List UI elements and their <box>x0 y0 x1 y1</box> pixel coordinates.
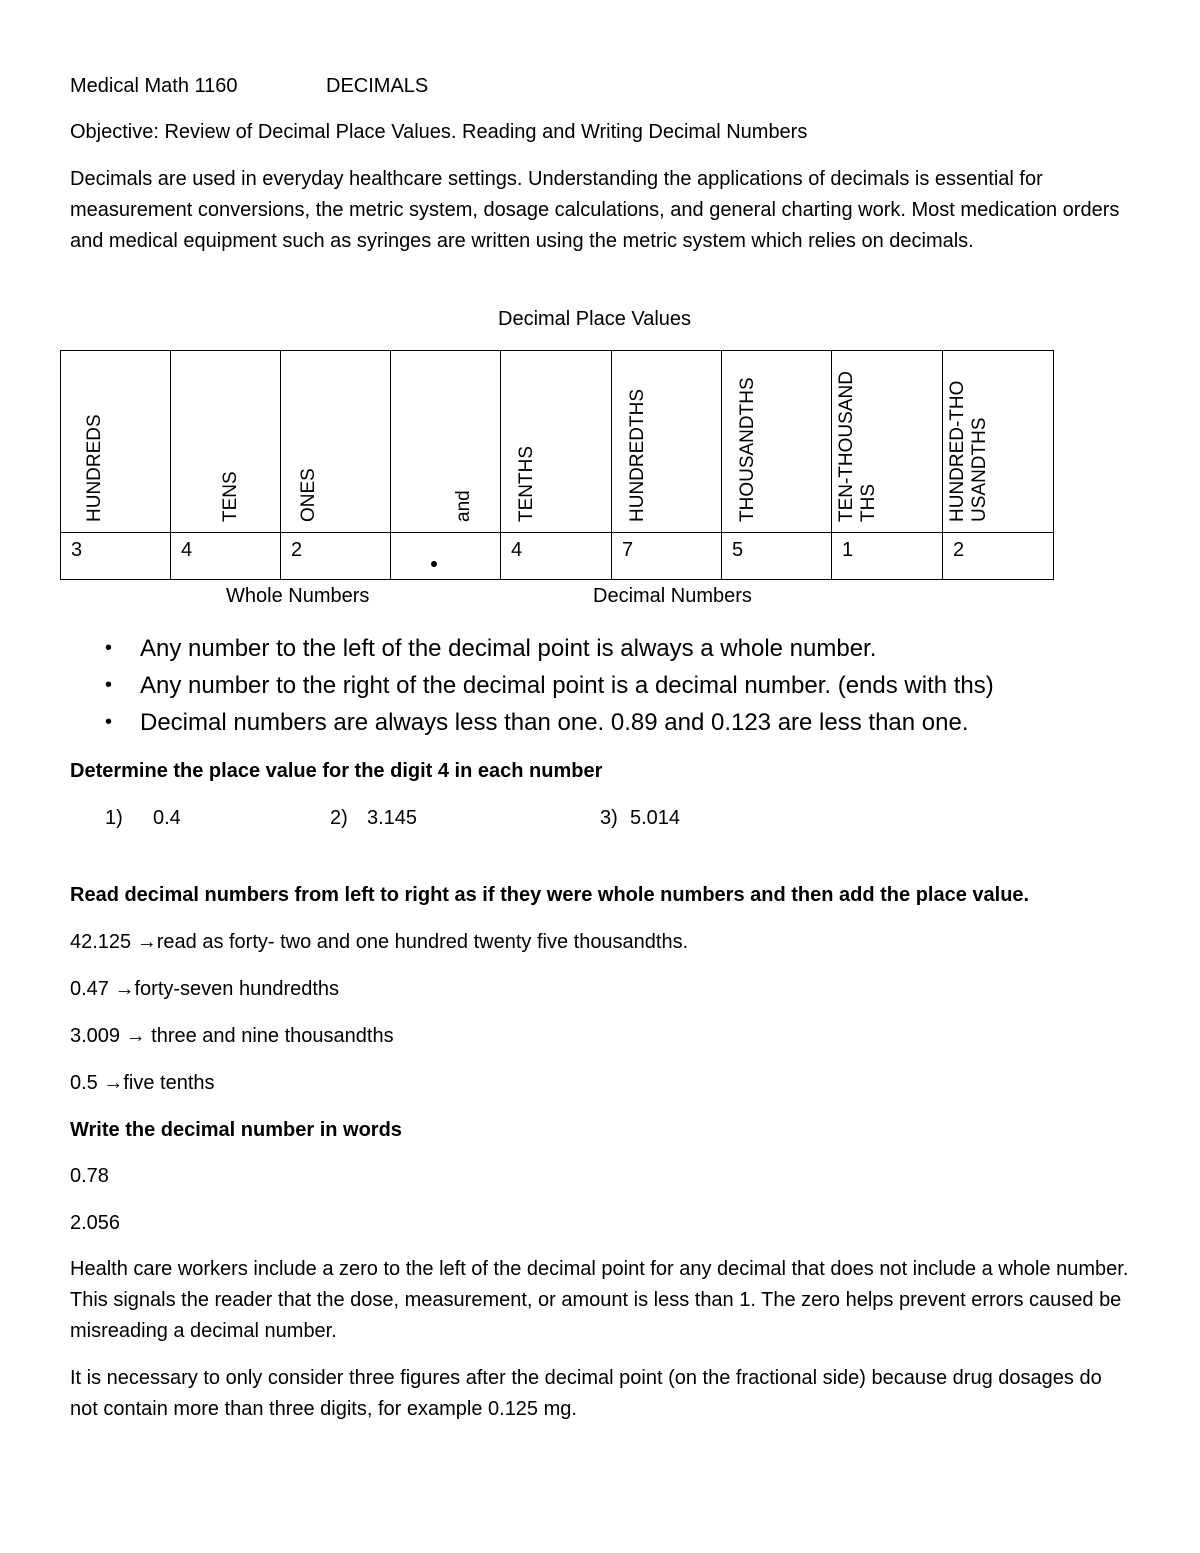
value-cell: 2 <box>281 532 391 579</box>
value-row <box>61 532 1054 579</box>
list-item: • Any number to the left of the decimal point is always a whole number. <box>105 635 877 662</box>
exercise1-value-3: 5.014 <box>630 807 681 829</box>
header-hundredths: HUNDREDTHS <box>626 388 648 522</box>
place-value-table <box>60 350 1054 580</box>
header-ones: ONES <box>297 467 319 522</box>
value-cell: 4 <box>171 532 281 579</box>
exercise1-num-2: 2) <box>330 807 348 829</box>
value-cell: 7 <box>612 532 722 579</box>
list-item: • Decimal numbers are always less than one. 0.89 and 0.123 are less than one. <box>105 709 969 736</box>
reading-example-4: 0.5 →five tenths <box>70 1072 215 1094</box>
header-cell <box>61 351 171 533</box>
decimal-point-cell <box>391 532 501 579</box>
reading-example-3: 3.009 → three and nine thousandths <box>70 1025 394 1047</box>
value-cell: 5 <box>722 532 832 579</box>
value-cell: 1 <box>832 532 943 579</box>
header-ths: THS <box>858 483 879 522</box>
rules-list <box>105 630 994 741</box>
header-cell <box>722 351 832 533</box>
header-cell <box>171 351 281 533</box>
exercise1-heading: Determine the place value for the digit 4 in each number <box>70 760 603 782</box>
header-thousandths: THOUSANDTHS <box>736 377 758 522</box>
exercise1-value-1: 0.4 <box>153 807 181 829</box>
header-cell <box>612 351 722 533</box>
decimal-point <box>431 561 437 567</box>
header-cell <box>832 351 943 533</box>
objective: Objective: Review of Decimal Place Values. Reading and Writing Decimal Numbers <box>70 121 808 143</box>
topic-title: DECIMALS <box>326 75 429 97</box>
list-item: • Any number to the right of the decimal point is a decimal number. (ends with ths) <box>105 672 994 699</box>
header-hundreds: HUNDREDS <box>83 414 105 522</box>
exercise1-num-1: 1) <box>105 807 123 829</box>
header-ten-thousand: TEN-THOUSAND <box>836 370 857 522</box>
whole-numbers-label: Whole Numbers <box>226 585 370 607</box>
intro-paragraph: Decimals are used in everyday healthcare settings. Understanding the applications of decimals is essential for measurement conversions, the metric system, dosage calculations, and general charting work. Most medication orders and medical equipment such as syringes are written using the metric system which relies on decimals. <box>70 168 1120 252</box>
course-title: Medical Math 1160 <box>70 75 238 97</box>
exercise1-num-3: 3) <box>600 807 618 829</box>
zero-paragraph: Health care workers include a zero to the left of the decimal point for any decimal that does not include a whole number. This signals the reader that the dose, measurement, or amount is less than 1. The zero helps prevent errors caused be misreading a decimal number. <box>70 1258 1129 1342</box>
header-tenths: TENTHS <box>516 445 537 522</box>
exercise2-item-2: 2.056 <box>70 1212 121 1234</box>
exercise2-heading: Write the decimal number in words <box>70 1119 402 1141</box>
reading-heading: Read decimal numbers from left to right as if they were whole numbers and then add the place value. <box>70 884 1030 906</box>
header-cell <box>391 351 501 533</box>
value-cell: 2 <box>943 532 1054 579</box>
header-cell <box>281 351 391 533</box>
reading-example-1: 42.125 →read as forty- two and one hundred twenty five thousandths. <box>70 931 689 953</box>
value-cell: 4 <box>501 532 612 579</box>
reading-example-2: 0.47 →forty-seven hundredths <box>70 978 340 1000</box>
header-cell <box>943 351 1054 533</box>
header-tens: TENS <box>219 471 241 522</box>
header-and: and <box>452 490 474 522</box>
table-title: Decimal Place Values <box>498 308 692 330</box>
header-row <box>61 351 1054 533</box>
three-figures-paragraph: It is necessary to only consider three figures after the decimal point (on the fractional side) because drug dosages do not contain more than three digits, for example 0.125 mg. <box>70 1367 1102 1420</box>
header-usandths: USANDTHS <box>969 417 990 522</box>
value-cell: 3 <box>61 532 171 579</box>
decimal-numbers-label: Decimal Numbers <box>593 585 752 607</box>
header-hundred-tho: HUNDRED-THO <box>947 380 968 522</box>
exercise2-item-1: 0.78 <box>70 1165 109 1187</box>
exercise1-value-2: 3.145 <box>367 807 418 829</box>
header-cell <box>501 351 612 533</box>
